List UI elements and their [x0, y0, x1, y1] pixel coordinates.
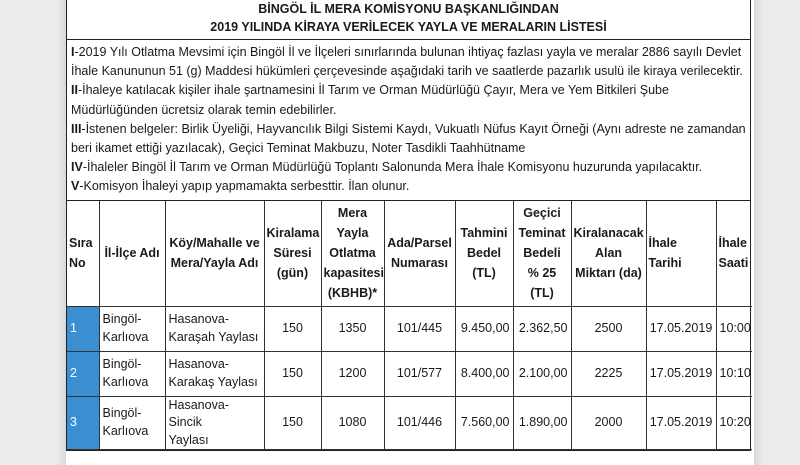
column-header-otlatma-kapasitesi: [321, 201, 384, 307]
cell-koy-mera-line: Karaşah Yaylası: [168, 329, 259, 344]
cell-koy-mera-line: Hasanova-Sincik: [168, 397, 229, 430]
cell-otlatma-kapasitesi: 1350: [321, 306, 384, 351]
intro-paragraph: [71, 177, 746, 196]
cell-il-ilce-line: Karlıova: [102, 374, 149, 389]
cell-koy-mera: [165, 351, 264, 396]
cell-tahmini-bedel: 8.400,00: [455, 351, 513, 396]
column-header-line: Teminat: [518, 226, 566, 241]
column-header-line: Köy/Mahalle ve: [169, 236, 260, 251]
column-header-tahmini-bedel: [455, 201, 513, 307]
column-header-line: (gün): [276, 266, 309, 281]
cell-ihale-tarihi: 17.05.2019: [646, 396, 716, 450]
intro-paragraph: [71, 120, 746, 158]
intro-roman-numeral: I: [71, 45, 75, 59]
cell-kiralama-suresi: 150: [264, 306, 321, 351]
intro-text: -İhaleler Bingöl İl Tarım ve Orman Müdürlüğü Toplantı Salonunda Mera İhale Komisyonu huzurunda yapılacaktır.: [82, 160, 703, 175]
intro-paragraph: [71, 158, 746, 177]
cell-kiralanacak-alan: 2225: [571, 351, 646, 396]
column-header-line: Otlatma: [329, 246, 376, 261]
cell-gecici-teminat: 2.100,00: [513, 351, 571, 396]
column-header-kiralama-suresi: [264, 201, 321, 307]
cell-kiralama-suresi: 150: [264, 351, 321, 396]
cell-il-ilce: [99, 351, 165, 396]
cell-il-ilce-line: Bingöl-: [102, 406, 142, 421]
column-header-line: İl-İlçe Adı: [104, 246, 160, 261]
column-header-kiralanacak-alan: [571, 201, 646, 307]
table-header-row: [67, 201, 752, 307]
intro-roman-numeral: IV: [71, 160, 83, 175]
column-header-ada-parsel: [384, 201, 455, 307]
intro-text: -İstenen belgeler: Birlik Üyeliği, Hayvancılık Bilgi Sistemi Kaydı, Vukuatlı Nüfus Kayıt Örneği (Aynı adreste ne zamandan beri ikamet ettiği yazılacak), Geçici Teminat Makbuzu, Noter Tasdikli Taahhütname: [71, 121, 746, 156]
table-row: [67, 351, 752, 396]
pasture-list-table: [67, 201, 752, 451]
column-header-il-ilce-adi: [99, 201, 165, 307]
intro-roman-numeral: II: [71, 83, 78, 98]
cell-ada-parsel: 101/445: [384, 306, 455, 351]
cell-ihale-saati: 10:10: [716, 351, 752, 396]
cell-tahmini-bedel: 7.560,00: [455, 396, 513, 450]
column-header-line: Mera/Yayla Adı: [170, 256, 259, 271]
cell-il-ilce: [99, 396, 165, 450]
cell-kiralanacak-alan: 2500: [571, 306, 646, 351]
row-number: 3: [67, 396, 99, 450]
intro-text: -Komisyon İhaleyi yapıp yapmamakta serbesttir. İlan olunur.: [79, 179, 410, 194]
header-line-1: BİNGÖL İL MERA KOMİSYONU BAŞKANLIĞINDAN: [258, 2, 559, 16]
cell-gecici-teminat: 2.362,50: [513, 306, 571, 351]
cell-gecici-teminat: 1.890,00: [513, 396, 571, 450]
column-header-ihale-tarihi: [646, 201, 716, 307]
cell-otlatma-kapasitesi: 1080: [321, 396, 384, 450]
cell-tahmini-bedel: 9.450,00: [455, 306, 513, 351]
cell-kiralama-suresi: 150: [264, 396, 321, 450]
column-header-line: % 25: [527, 266, 557, 281]
intro-roman-numeral: V: [71, 179, 80, 194]
page-shadow-left: [56, 0, 66, 465]
column-header-ihale-saati: [716, 201, 752, 307]
cell-ihale-tarihi: 17.05.2019: [646, 351, 716, 396]
cell-koy-mera-line: Hasanova-: [168, 357, 229, 372]
cell-il-ilce-line: Bingöl-: [102, 312, 142, 327]
column-header-line: Ada/Parsel: [387, 236, 452, 251]
document-header: [67, 0, 750, 40]
column-header-line: Kiralanacak: [573, 226, 644, 241]
header-line-2: 2019 YILINDA KİRAYA VERİLECEK YAYLA VE MERALARIN LİSTESİ: [210, 20, 607, 34]
column-header-line: Sıra: [69, 236, 93, 251]
intro-roman-numeral: III: [71, 121, 82, 136]
column-header-line: (KBHB)*: [327, 286, 378, 301]
column-header-sira-no: [67, 201, 99, 307]
cell-koy-mera-line: Yaylası: [168, 432, 209, 447]
announcement-document: [66, 0, 751, 451]
column-header-line: (TL): [472, 266, 496, 281]
intro-text: -İhaleye katılacak kişiler ihale şartnamesini İl Tarım ve Orman Müdürlüğü Çayır, Mera ve Yem Bitkileri Şube Müdürlüğünden ücretsiz olarak temin edebilirler.: [71, 83, 669, 117]
cell-koy-mera-line: Karakaş Yaylası: [168, 374, 258, 389]
column-header-line: İhale Tarihi: [648, 236, 682, 271]
cell-il-ilce: [99, 306, 165, 351]
cell-koy-mera: [165, 396, 264, 450]
cell-koy-mera-line: Hasanova-: [168, 312, 229, 327]
cell-otlatma-kapasitesi: 1200: [321, 351, 384, 396]
column-header-line: (TL): [530, 286, 554, 301]
row-number: 2: [67, 351, 99, 396]
column-header-line: İhale: [718, 236, 747, 251]
cell-kiralanacak-alan: 2000: [571, 396, 646, 450]
column-header-line: Bedeli: [523, 246, 561, 261]
intro-paragraph: [71, 81, 746, 119]
column-header-line: Numarası: [391, 256, 448, 271]
column-header-line: No: [69, 256, 86, 271]
cell-koy-mera: [165, 306, 264, 351]
column-header-line: kapasitesi: [323, 266, 384, 281]
cell-ihale-saati: 10:20: [716, 396, 752, 450]
intro-paragraph: [71, 43, 746, 81]
page-shadow-right: [754, 0, 764, 465]
table-body: [67, 306, 752, 450]
intro-text: -2019 Yılı Otlatma Mevsimi için Bingöl İl ve İlçeleri sınırlarında bulunan ihtiyaç fazlası yayla ve meralar 2886 sayılı Devlet İhale Kanununun 51 (g) Maddesi hükümleri çerçevesinde aşağıdaki tarih ve saatlerde pazarlık usulü ile kiraya verilecektir.: [71, 45, 743, 79]
column-header-line: Alan: [594, 246, 623, 261]
column-header-line: Geçici: [523, 206, 561, 221]
cell-ihale-saati: 10:00: [716, 306, 752, 351]
column-header-line: Tahmini: [460, 226, 508, 241]
table-row: [67, 396, 752, 450]
column-header-line: Miktarı (da): [575, 266, 642, 281]
row-number: 1: [67, 306, 99, 351]
column-header-koy-mera-adi: [165, 201, 264, 307]
column-header-line: Süresi: [273, 246, 312, 261]
cell-il-ilce-line: Bingöl-: [102, 357, 142, 372]
table-row: [67, 306, 752, 351]
announcement-intro: [67, 40, 750, 201]
column-header-line: Saati: [718, 256, 749, 271]
column-header-line: Mera: [337, 206, 368, 221]
column-header-line: Bedel: [466, 246, 502, 261]
document-page: [66, 0, 754, 465]
cell-ihale-tarihi: 17.05.2019: [646, 306, 716, 351]
column-header-line: Yayla: [336, 226, 369, 241]
cell-ada-parsel: 101/577: [384, 351, 455, 396]
cell-il-ilce-line: Karlıova: [102, 329, 149, 344]
cell-ada-parsel: 101/446: [384, 396, 455, 450]
column-header-gecici-teminat: [513, 201, 571, 307]
column-header-line: Kiralama: [266, 226, 320, 241]
cell-il-ilce-line: Karlıova: [102, 423, 149, 438]
